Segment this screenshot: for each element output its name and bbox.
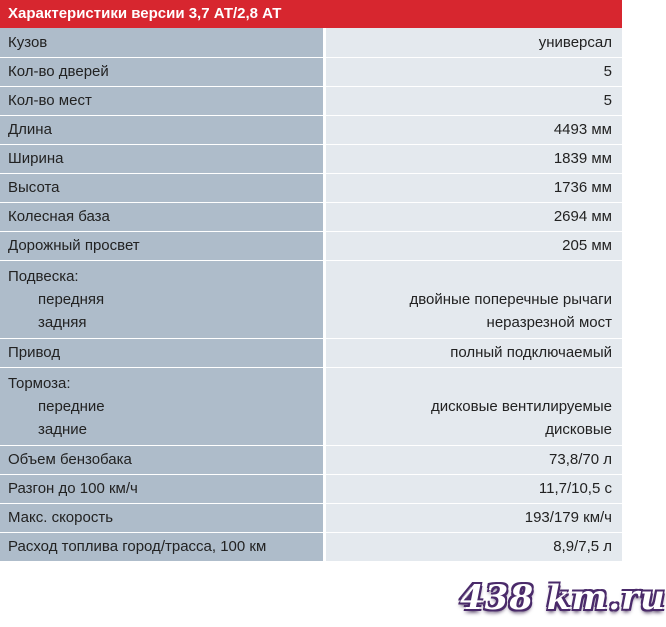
row-label-body: Кузов [0, 28, 324, 57]
table-row [0, 28, 622, 57]
row-value-fuel-tank: 73,8/70 л [324, 445, 622, 474]
row-label-clearance: Дорожный просвет [0, 231, 324, 260]
row-value-acceleration: 11,7/10,5 с [324, 474, 622, 503]
table-row [0, 115, 622, 144]
row-label-wheelbase: Колесная база [0, 202, 324, 231]
row-label-top-speed: Макс. скорость [0, 503, 324, 532]
table-row [0, 445, 622, 474]
brakes-labels [0, 367, 324, 445]
row-label-seats: Кол-во мест [0, 86, 324, 115]
table-row-suspension [0, 260, 622, 338]
row-value-seats: 5 [324, 86, 622, 115]
suspension-front-value: двойные поперечные рычаги [409, 290, 612, 308]
suspension-rear-label: задняя [38, 313, 87, 331]
table-row [0, 532, 622, 561]
row-value-fuel-consumption: 8,9/7,5 л [324, 532, 622, 561]
spec-title: Характеристики версии 3,7 АТ/2,8 АТ [0, 0, 622, 28]
row-label-fuel-tank: Объем бензобака [0, 445, 324, 474]
brakes-front-label: передние [38, 397, 105, 415]
suspension-front-label: передняя [38, 290, 105, 308]
table-row [0, 144, 622, 173]
brakes-rear-label: задние [38, 420, 87, 438]
table-row [0, 173, 622, 202]
row-label-length: Длина [0, 115, 324, 144]
table-row [0, 503, 622, 532]
table-row [0, 86, 622, 115]
suspension-values [324, 260, 622, 338]
table-row [0, 202, 622, 231]
row-value-width: 1839 мм [324, 144, 622, 173]
brakes-heading: Тормоза: [8, 374, 71, 392]
brakes-rear-value: дисковые [545, 420, 612, 438]
table-row [0, 474, 622, 503]
brakes-values [324, 367, 622, 445]
row-label-drive: Привод [0, 338, 324, 367]
row-label-acceleration: Разгон до 100 км/ч [0, 474, 324, 503]
row-value-drive: полный подключаемый [324, 338, 622, 367]
row-value-doors: 5 [324, 57, 622, 86]
row-value-body: универсал [324, 28, 622, 57]
table-row [0, 338, 622, 367]
watermark-logo: 438 km.ru [460, 578, 666, 618]
row-value-top-speed: 193/179 км/ч [324, 503, 622, 532]
row-label-fuel-consumption: Расход топлива город/трасса, 100 км [0, 532, 324, 561]
row-label-height: Высота [0, 173, 324, 202]
table-row [0, 57, 622, 86]
row-label-doors: Кол-во дверей [0, 57, 324, 86]
suspension-heading: Подвеска: [8, 267, 79, 285]
row-label-width: Ширина [0, 144, 324, 173]
row-value-wheelbase: 2694 мм [324, 202, 622, 231]
brakes-front-value: дисковые вентилируемые [430, 397, 612, 415]
row-value-clearance: 205 мм [324, 231, 622, 260]
suspension-labels [0, 260, 324, 338]
suspension-rear-value: неразрезной мост [486, 313, 612, 331]
spec-table [0, 28, 622, 562]
table-row-brakes [0, 367, 622, 445]
row-value-length: 4493 мм [324, 115, 622, 144]
row-value-height: 1736 мм [324, 173, 622, 202]
table-row [0, 231, 622, 260]
